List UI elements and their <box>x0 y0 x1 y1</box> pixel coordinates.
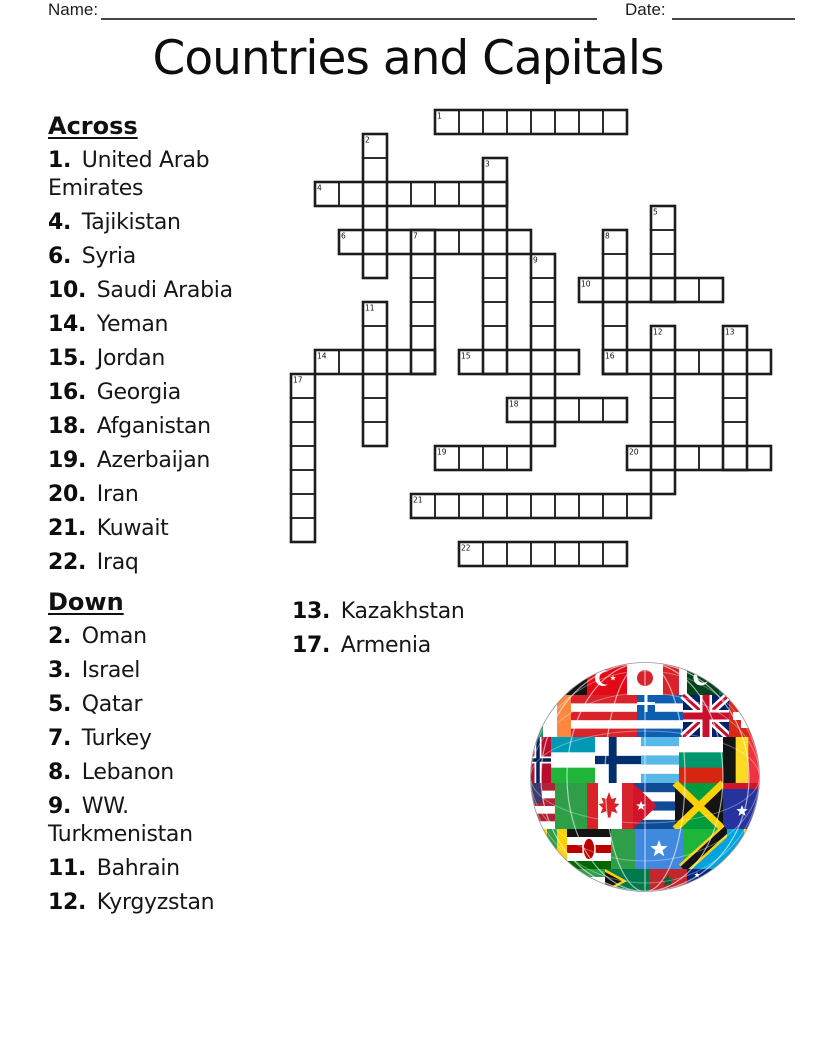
clue-number-label: 15 <box>461 351 471 361</box>
clue-number-label: 13 <box>725 327 735 337</box>
clue-number-label: 9 <box>533 255 538 265</box>
across-clues-list <box>48 112 273 583</box>
page-title: Countries and Capitals <box>152 31 664 86</box>
clue-17: 17. Armenia <box>292 633 431 658</box>
down-items <box>48 623 273 917</box>
clue-9: 9. WW. Turkmenistan <box>48 794 193 847</box>
clue-10: 10. Saudi Arabia <box>48 278 233 303</box>
clue-number-label: 12 <box>653 327 663 337</box>
clue-number-label: 19 <box>437 447 447 457</box>
across-heading: Across <box>48 112 138 140</box>
across-items <box>48 147 273 577</box>
clue-13: 13. Kazakhstan <box>292 599 465 624</box>
clue-number-label: 17 <box>293 375 303 385</box>
clue-15: 15. Jordan <box>48 346 165 371</box>
clue-number-label: 20 <box>629 447 639 457</box>
clue-number-label: 6 <box>341 231 346 241</box>
date-label: Date: <box>625 0 666 19</box>
clue-1: 1. United Arab Emirates <box>48 148 210 201</box>
clue-number-label: 14 <box>317 351 327 361</box>
clue-5: 5. Qatar <box>48 692 143 717</box>
clue-18: 18. Afganistan <box>48 414 211 439</box>
clue-22: 22. Iraq <box>48 550 139 575</box>
clue-16: 16. Georgia <box>48 380 181 405</box>
clue-number-label: 22 <box>461 543 471 553</box>
flag-globe-image <box>529 661 761 893</box>
date-fill-line <box>672 1 795 20</box>
clue-14: 14. Yeman <box>48 312 169 337</box>
clue-8: 8. Lebanon <box>48 760 174 785</box>
clue-number-label: 2 <box>365 135 370 145</box>
name-label: Name: <box>48 0 99 19</box>
down-heading: Down <box>48 588 124 616</box>
clue-number-label: 5 <box>653 207 658 217</box>
clue-number-label: 18 <box>509 399 519 409</box>
clue-21: 21. Kuwait <box>48 516 169 541</box>
clue-number-label: 16 <box>605 351 615 361</box>
clue-12: 12. Kyrgyzstan <box>48 890 215 915</box>
name-fill-line <box>101 1 597 20</box>
clue-number-label: 1 <box>437 111 442 121</box>
clue-number-label: 10 <box>581 279 591 289</box>
down-clues-list <box>48 588 273 923</box>
clue-11: 11. Bahrain <box>48 856 180 881</box>
down-clues-column2 <box>292 598 542 666</box>
clue-2: 2. Oman <box>48 624 147 649</box>
clue-number-label: 4 <box>317 183 322 193</box>
clue-4: 4. Tajikistan <box>48 210 181 235</box>
clue-20: 20. Iran <box>48 482 139 507</box>
clue-7: 7. Turkey <box>48 726 152 751</box>
clue-19: 19. Azerbaijan <box>48 448 211 473</box>
clue-3: 3. Israel <box>48 658 141 683</box>
down-column2-items <box>292 598 542 660</box>
crossword-grid <box>289 108 773 568</box>
clue-number-label: 7 <box>413 231 418 241</box>
clue-number-label: 3 <box>485 159 490 169</box>
clue-6: 6. Syria <box>48 244 136 269</box>
clue-number-label: 11 <box>365 303 375 313</box>
clue-number-label: 8 <box>605 231 610 241</box>
clue-number-label: 21 <box>413 495 423 505</box>
